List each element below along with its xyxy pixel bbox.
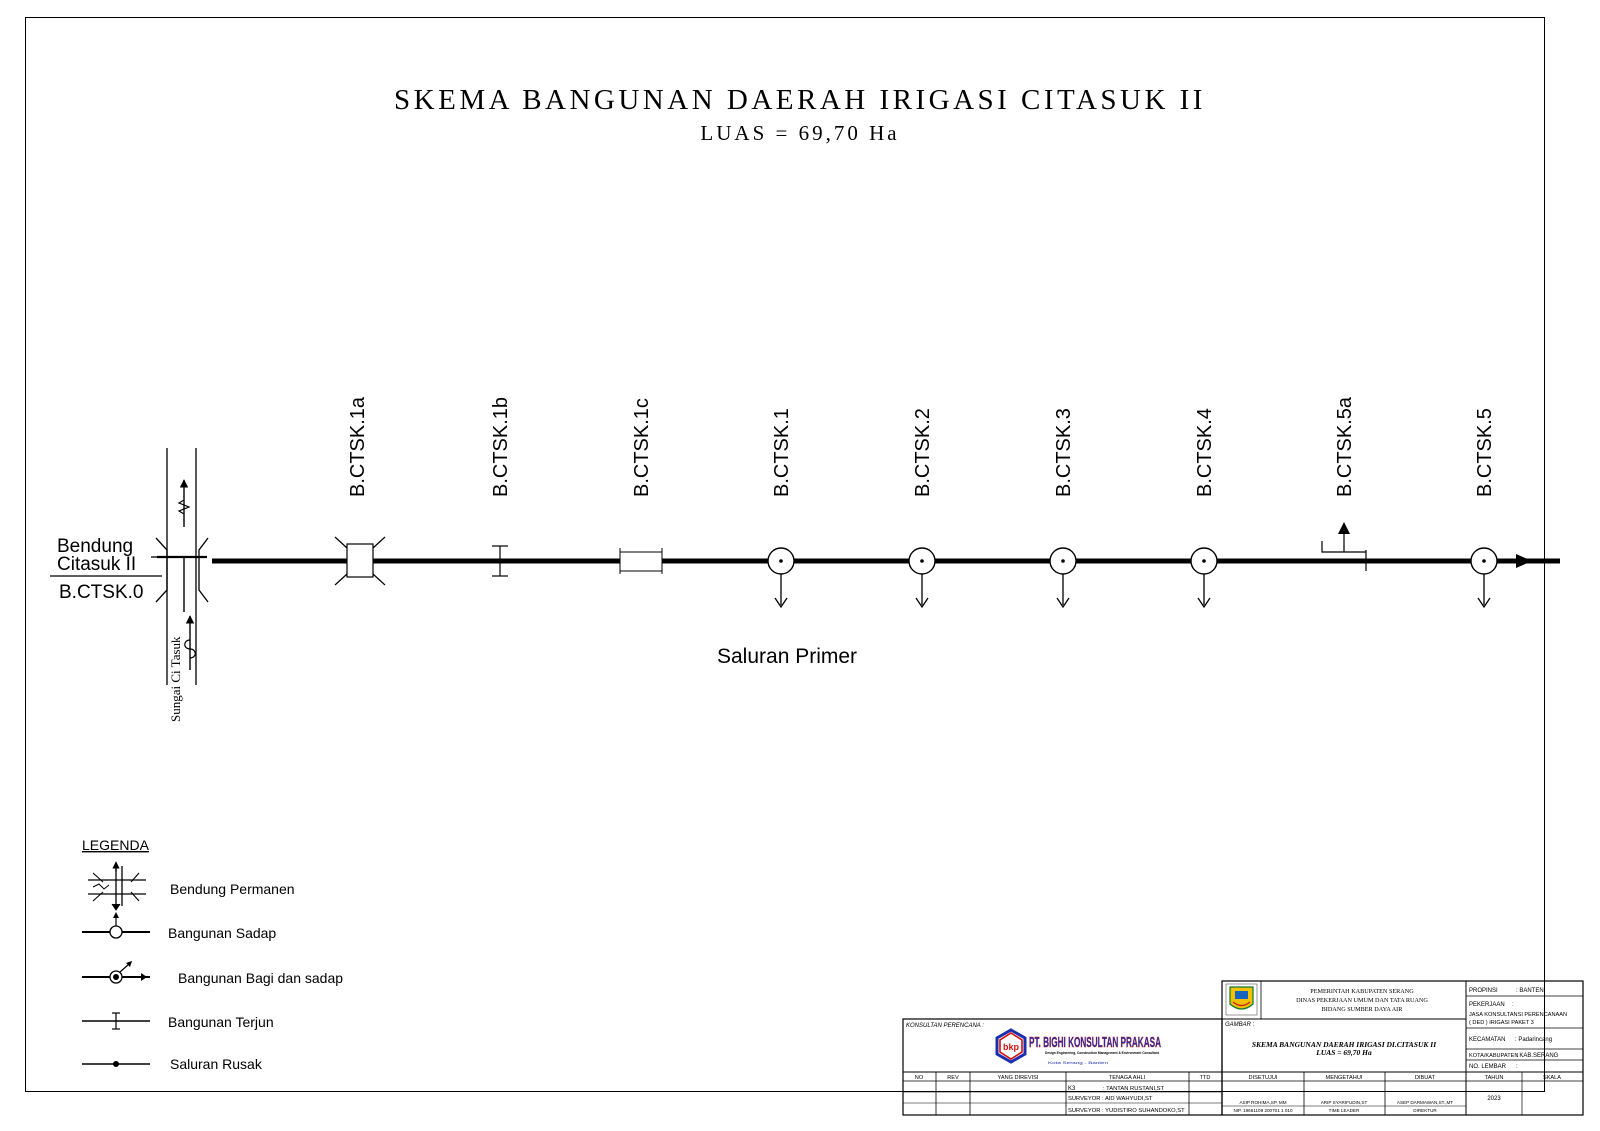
structure-label: B.CTSK.1a [347,396,369,497]
gov-line1: PEMERINTAH KABUPATEN SERANG [1310,988,1414,995]
offtake-icon [1050,548,1076,607]
sign-header: DISETUJUI [1248,1075,1278,1081]
structure-label: B.CTSK.2 [912,408,934,497]
consultant-label: KONSULTAN PERENCANA : [906,1023,984,1029]
legend-weir-icon [88,862,146,910]
tahun-value: 2023 [1487,1096,1501,1102]
logo-monogram: bkp [1002,1042,1020,1052]
revision-header: YANG DIREVISI [997,1075,1039,1081]
sign-header: DIBUAT [1414,1075,1436,1081]
company-logo [997,1030,1025,1062]
tahun-label: TAHUN [1484,1075,1504,1081]
kecamatan-label: KECAMATAN [1469,1037,1506,1043]
company-name: PT. BIGHI KONSULTAN PRAKASA [1029,1034,1162,1051]
structure-label: B.CTSK.1b [490,396,512,497]
structure-label: B.CTSK.1c [631,398,653,497]
company-address: Kota Serang - Banten [1048,1061,1108,1065]
weir-name-line1: Bendung [57,536,134,557]
river-label: Sungai Ci Tasuk [168,636,183,722]
legend-damaged-canal-icon [82,1061,150,1067]
sign-role: TIME LEADER [1328,1108,1360,1113]
culvert-icon [620,548,662,574]
kecamatan-value: : Padarincang [1515,1037,1553,1043]
sign-role: DIREKTUR [1413,1108,1437,1113]
legend-item-label: Bendung Permanen [170,881,295,897]
pekerjaan-label: PEKERJAAN [1469,1002,1505,1008]
legend-item-label: Saluran Rusak [170,1056,262,1072]
canal-label: Saluran Primer [717,645,858,668]
legend-item-label: Bangunan Sadap [168,925,277,941]
structure-label: B.CTSK.3 [1053,408,1075,497]
legend-item-label: Bangunan Bagi dan sadap [178,970,344,986]
offtake-icon [1471,548,1497,607]
offtake-icon [909,548,935,607]
kota-value: : KAB.SERANG [1516,1053,1559,1059]
company-tagline: Design Engineering, Construction Management & Environment Consultant [1045,1051,1160,1055]
expert-prefix: K3 [1068,1086,1076,1092]
lembar-label: NO. LEMBAR [1469,1064,1507,1070]
revision-header: TENAGA AHLI [1108,1075,1146,1081]
legend-item-label: Bangunan Terjun [168,1014,274,1030]
gambar-label: GAMBAR : [1225,1022,1255,1028]
weir-name-line2: Citasuk II [57,554,137,575]
gov-line3: BIDANG SUMBER DAYA AIR [1321,1006,1403,1013]
sign-role: NIP. 19661109 200701 1 010 [1233,1108,1293,1113]
sign-name: ASIP ROHIMA,SP, MM [1239,1100,1287,1105]
structure-label: B.CTSK.1 [771,408,793,497]
pekerjaan-value-1: JASA KONSULTANSI PERENCANAAN [1469,1012,1568,1018]
offtake-icon [768,548,794,607]
sign-name: ARIP SYARIFUDIN,ST [1320,1100,1368,1105]
structure-label: B.CTSK.5 [1474,408,1496,497]
propinsi-label: PROPINSI [1469,988,1498,994]
expert-name: SURVEYOR : YUDISTIRO SUHANDOKO,ST [1068,1108,1185,1114]
legend-heading: LEGENDA [82,837,149,853]
legend-division-offtake-icon [82,961,150,983]
propinsi-value: : BANTEN [1516,988,1544,994]
drawing-subtitle: LUAS = 69,70 Ha [700,121,900,145]
sign-header: MENGETAHUI [1325,1075,1363,1081]
drawing-title-line1: SKEMA BANGUNAN DAERAH IRIGASI DI.CITASUK II [1251,1040,1437,1049]
structure-label: B.CTSK.5a [1334,396,1356,497]
skala-label: SKALA [1542,1075,1562,1081]
drawing-title: SKEMA BANGUNAN DAERAH IRIGASI CITASUK II [394,84,1206,116]
gov-line2: DINAS PEKERJAAN UMUM DAN TATA RUANG [1296,997,1428,1004]
weir-code: B.CTSK.0 [59,582,144,603]
canal-flow-arrow [1516,554,1532,568]
title-block [903,981,1583,1115]
legend-drop-structure-icon [82,1013,150,1029]
lembar-value: : [1516,1064,1518,1070]
legend-offtake-icon [82,912,150,938]
revision-header: TTD [1199,1075,1211,1081]
government-emblem [1226,984,1257,1015]
drawing-title-line2: LUAS = 69,70 Ha [1316,1048,1372,1057]
division-structure-icon [1322,522,1366,571]
expert-name: : TANTAN RUSTANI,ST [1103,1086,1165,1092]
revision-header: NO [914,1075,924,1081]
kota-label: KOTA/KABUPATEN [1469,1053,1519,1059]
revision-header: REV [947,1075,959,1081]
pekerjaan-colon: : [1512,1002,1514,1008]
pekerjaan-value-2: ( DED ) IRIGASI PAKET 3 [1469,1020,1534,1026]
offtake-icon [1191,548,1217,607]
expert-name: SURVEYOR : AID WAHYUDI,ST [1068,1096,1153,1102]
sign-name: ASEP DARMAWAN,ST.,MT [1396,1100,1454,1105]
structure-label: B.CTSK.4 [1194,408,1216,497]
